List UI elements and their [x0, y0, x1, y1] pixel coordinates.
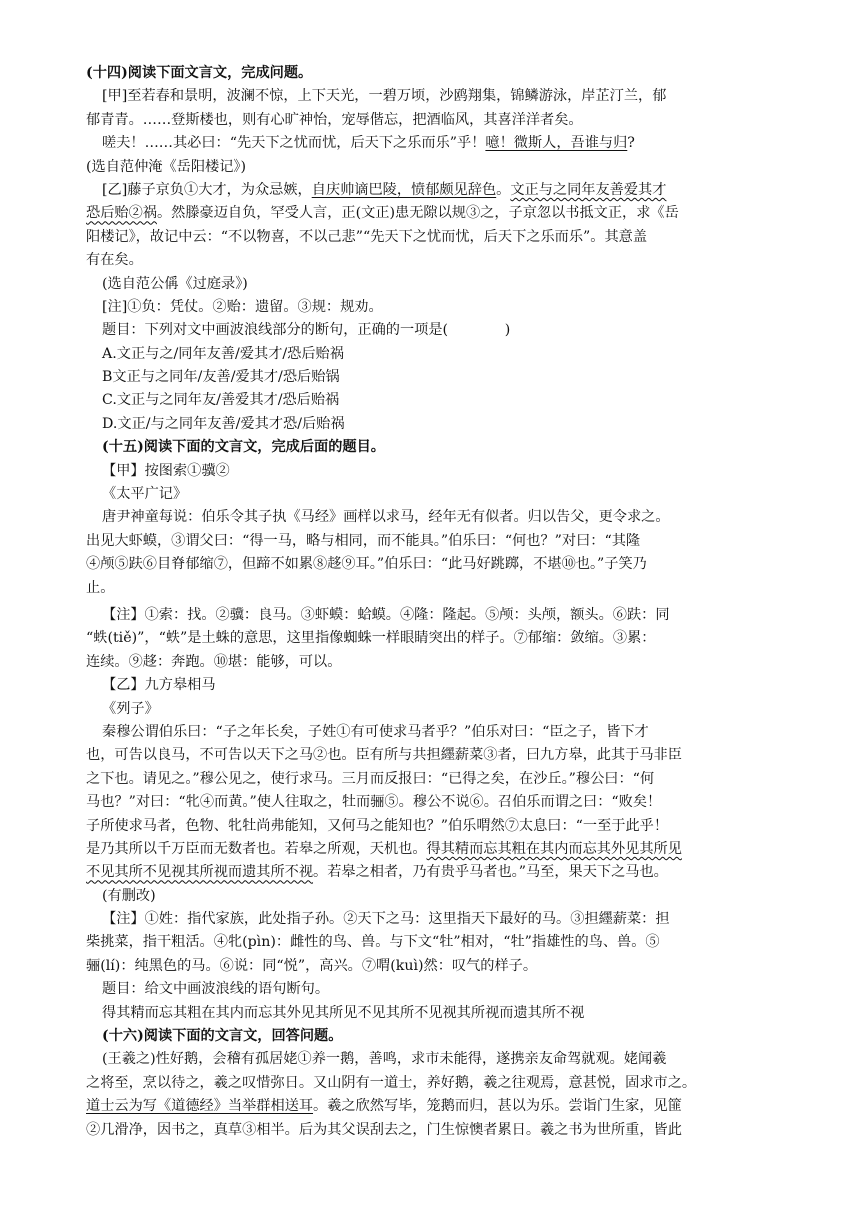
- s16-line-4: ②几滑净，因书之，真草③相半。后为其父误刮去之，门生惊懊者累日。羲之书为世所重，皆此: [86, 1121, 682, 1138]
- s15-question: 题目：给文中画波浪线的语句断句。: [102, 981, 330, 998]
- s15-yi-line-4: 马也？”对曰：“牝④而黄。”使人往取之，牡而骊⑤。穆公不说⑥。召伯乐而谓之曰：“败矣！: [86, 794, 662, 811]
- s16-line-1: (王羲之)性好鹅，会稽有孤居姥①养一鹅，善鸣，求市未能得，遂携亲友命驾就观。姥闻羲: [102, 1051, 667, 1068]
- s14-jia-line-3-text: 嗟夫！……其必曰：“先天下之忧而忧，后天下之乐而乐”乎！: [102, 135, 486, 152]
- s16-underlined-sentence: 道士云为写《道德经》当举群相送耳: [86, 1098, 314, 1115]
- s14-jia-line-3: [86, 132, 798, 155]
- s15-yi-line-6-text: 是乃其所以千万臣而无数者也。若皋之所观，天机也。: [86, 840, 427, 857]
- s15-jia-line-3: ④颅⑤趺⑥目脊郁缩⑦，但蹄不如累⑧趍⑨耳。”伯乐曰：“此马好跳踯，不堪⑩也。”子笑乃: [86, 556, 647, 573]
- s15-notes-2-line-3: 骊(lí)：纯黑色的马。⑥说：同“悦”，高兴。⑦喟(kuì)然：叹气的样子。: [86, 957, 538, 974]
- s14-yi-punct: 。: [496, 181, 511, 198]
- s15-jia-title: 【甲】按图索①骥②: [102, 462, 230, 479]
- s15-yi-source: 《列子》: [102, 700, 159, 717]
- s15-notes-1-line-3: 连续。⑨趍：奔跑。⑩堪：能够，可以。: [86, 653, 342, 670]
- s15-jia-line-4: 止。: [86, 579, 115, 596]
- s15-yi-line-1: 秦穆公谓伯乐曰：“子之年长矣，子姓①有可使求马者乎？”伯乐对曰：“臣之子，皆下才: [102, 723, 649, 740]
- s15-wavy-sentence-2: 不见其所不见视其所视而遗其所不视: [86, 864, 314, 881]
- s15-yi-line-2: 也，可告以良马，不可告以天下之马②也。臣有所与共担纆薪菜③者，曰九方皋，此其于马非臣: [86, 747, 682, 764]
- section-14-heading: (十四)阅读下面文言文，完成问题。: [86, 65, 313, 81]
- s14-yi-line-2-text: 。然滕豪迈自负，罕受人言，正(文正)患无隙以规③之，子京忽以书抵文正，求《岳: [156, 205, 679, 222]
- s15-jia-line-1: 唐尹神童每说：伯乐令其子执《马经》画样以求马，经年无有似者。归以告父，更令求之。: [102, 509, 670, 526]
- s16-line-3-text: 。羲之欣然写毕，笼鹅而归，甚以为乐。尝诣门生家，见篚: [313, 1098, 682, 1115]
- s14-underlined-phrase: 自庆帅谪巴陵，愤郁颇见辞色: [311, 181, 497, 198]
- s15-notes-1-line-2: “蛈(tiě)”，“蛈”是土蛛的意思，这里指像蜘蛛一样眼睛突出的样子。⑦郁缩：敛缩。③累：: [86, 630, 656, 647]
- s16-line-3: [86, 1095, 798, 1118]
- s14-question-mark: ?: [627, 135, 635, 152]
- s14-question: 题目：下列对文中画波浪线部分的断句，正确的一项是( ): [102, 322, 511, 339]
- s15-yi-line-5: 子所使求马者，色物、牝牡尚弗能知，又何马之能知也？”伯乐喟然⑦太息曰：“一至于此乎！: [86, 817, 669, 834]
- s14-source-2: (选自范公偁《过庭录》): [102, 275, 248, 292]
- s15-wavy-sentence-1: 得其精而忘其粗在其内而忘其外见其所见: [426, 840, 682, 857]
- s14-jia-line-2: 郁青青。……登斯楼也，则有心旷神怡，宠辱偕忘，把酒临风，其喜洋洋者矣。: [86, 111, 583, 128]
- section-15-heading: (十五)阅读下面的文言文，完成后面的题目。: [102, 439, 385, 456]
- s15-yi-line-7-text: 。若皋之相者，乃有贵乎马者也。”马至，果天下之马也。: [313, 864, 668, 881]
- s15-notes-2-line-1: 【注】①姓：指代家族，此处指子孙。②天下之马：这里指天下最好的马。③担纆薪菜：担: [102, 911, 670, 928]
- s14-yi-line-2: [86, 202, 798, 225]
- s15-jia-source: 《太平广记》: [102, 486, 188, 503]
- s14-source-1: (选自范仲淹《岳阳楼记》): [86, 158, 247, 175]
- s14-option-c: C.文正与之同年友/善爱其才/恐后贻祸: [102, 392, 340, 409]
- s14-option-d: D.文正/与之同年友善/爱其才恐/后贻祸: [102, 415, 345, 432]
- s14-yi-line-1: [86, 179, 798, 202]
- s15-notes-2-line-2: 柴挑菜，指干粗活。④牝(pìn)：雌性的鸟、兽。与下文“牡”相对，“牡”指雄性的鸟、兽。⑤: [86, 934, 660, 951]
- s14-notes: [注]①负：凭仗。②贻：遗留。③规：规劝。: [102, 298, 383, 315]
- s14-wavy-phrase-1: 文正与之同年友善爱其才: [510, 181, 667, 198]
- s14-wavy-phrase-2: 恐后贻②祸: [86, 205, 157, 222]
- s15-yi-line-3: 之下也。请见之。”穆公见之，使行求马。三月而反报曰：“已得之矣，在沙丘。”穆公曰：“何: [86, 770, 655, 787]
- s14-option-a: A.文正与之/同年友善/爱其才/恐后贻祸: [102, 345, 344, 362]
- s15-yi-line-6: [86, 838, 798, 861]
- s15-notes-1-line-1: 【注】①索：找。②骥：良马。③虾蟆：蛤蟆。④隆：隆起。⑤颅：头颅，额头。⑥趺：同: [102, 606, 670, 623]
- s16-line-2: 之将至，烹以待之，羲之叹惜弥日。又山阴有一道士，养好鹅，羲之往观焉，意甚悦，固求市之。: [86, 1074, 697, 1091]
- s15-answer-sentence: 得其精而忘其粗在其内而忘其外见其所见不见其所不见视其所视而遗其所不视: [102, 1004, 585, 1021]
- s15-source: (有删改): [102, 887, 156, 904]
- section-16-heading: (十六)阅读下面的文言文，回答问题。: [102, 1028, 343, 1045]
- s14-option-b: B文正与之同年/友善/爱其才/恐后贻锅: [102, 369, 340, 386]
- s15-yi-line-7: [86, 861, 798, 884]
- s14-yi-line-4: 有在矣。: [86, 252, 143, 269]
- s14-jia-line-1: [甲]至若春和景明，波澜不惊，上下天光，一碧万顷，沙鸥翔集，锦鳞游泳，岸芷汀兰，郁: [102, 88, 667, 105]
- s14-yi-text: [乙]藤子京负①大才，为众忌嫉，: [102, 181, 312, 198]
- s14-yi-line-3: 阳楼记》，故记中云：“不以物喜，不以己悲”“先天下之忧而忧，后天下之乐而乐”。其意盖: [86, 228, 648, 245]
- s15-yi-title: 【乙】九方皋相马: [102, 677, 216, 694]
- s15-jia-line-2: 出见大虾蟆，③谓父曰：“得一马，略与相同，而不能具。”伯乐曰：“何也？”对曰：“其隆: [86, 532, 641, 549]
- s14-underlined-sentence: 噫！微斯人，吾谁与归: [485, 135, 628, 152]
